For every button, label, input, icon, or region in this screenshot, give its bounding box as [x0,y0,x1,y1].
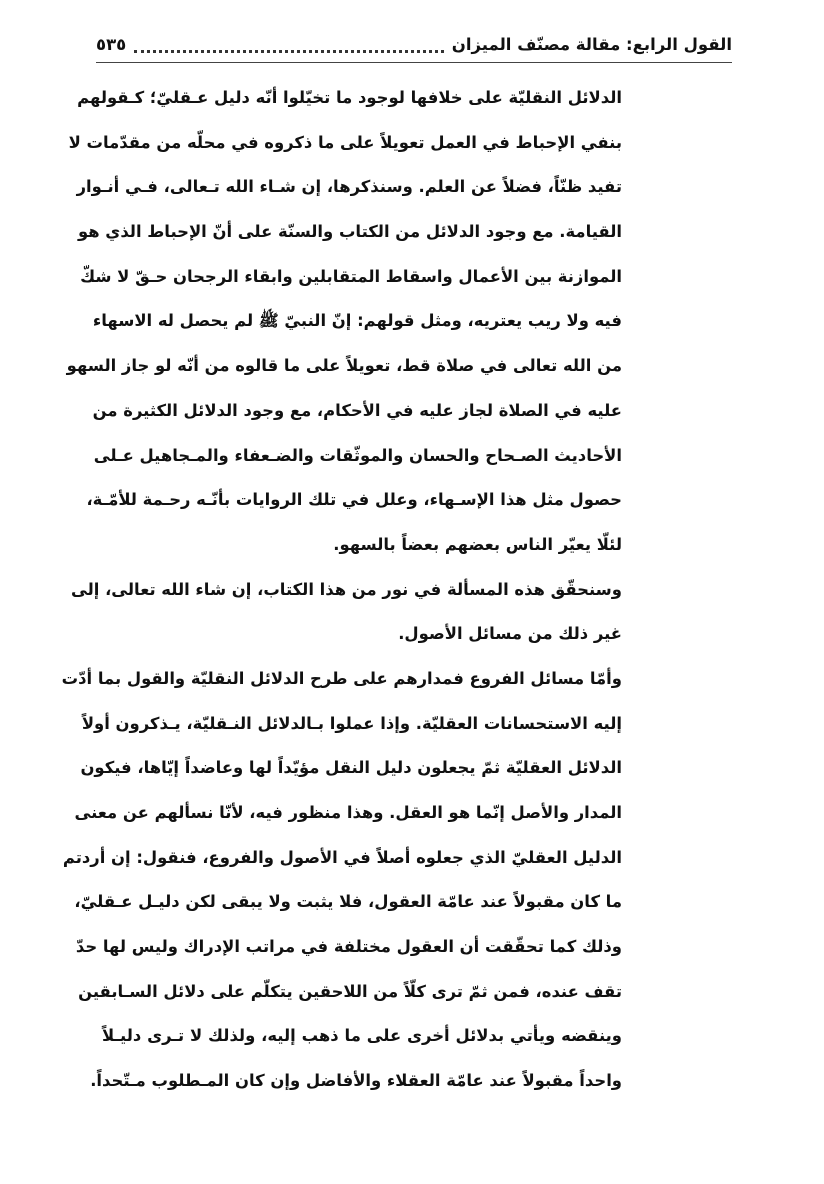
text-line: الدلائل النقليّة على خلافها لوجود ما تخيّلوا أنّه دليل عـقليّ؛ كـقولهم [77,88,622,107]
text-line: وسنحقّق هذه المسألة في نور من هذا الكتاب، إن شاء الله تعالى، إلى [71,579,622,599]
running-header [96,30,732,58]
paragraph [66,76,622,568]
text-line: وذلك كما تحقّقت أن العقول مختلفة في مراتب الإدراك وليس لها حدّ [75,937,622,957]
text-line: بنفي الإحباط في العمل تعويلاً على ما ذكروه في محلّه من مقدّمات لا [68,132,622,152]
text-line: تقف عنده، فمن ثمّ ترى كلّاً من اللاحقين يتكلّم على دلائل السـابقين [78,981,622,1001]
paragraph [71,568,622,657]
paragraph [61,657,622,1104]
text-line: ما كان مقبولاً عند عامّة العقول، فلا يثبت ولا يبقى لكن دليـل عـقليّ، [74,892,622,912]
page-number: ٥٣٥ [96,34,127,54]
text-line: حصول مثل هذا الإسـهاء، وعلل في تلك الروايات بأنّـه رحـمة للأمّـة، [86,490,622,510]
text-line: المدار والأصل إنّما هو العقل. وهذا منظور فيه، لأنّا نسألهم عن معنى [74,803,622,822]
text-line: الأحاديث الصـحاح والحسان والموثّقات والضـعفاء والمـجاهيل عـلى [93,445,622,465]
text-line: وأمّا مسائل الفروع فمدارهم على طرح الدلائل النقليّة والقول بما أدّت [61,668,622,688]
running-title: القول الرابع: مقالة مصنّف الميزان [451,34,732,54]
text-line: إليه الاستحسانات العقليّة. وإذا عملوا بـالدلائل النـقليّة، يـذكرون أولاً [81,713,622,733]
text-line: عليه في الصلاة لجاز عليه في الأحكام، مع وجود الدلائل الكثيرة من [92,400,622,420]
text-line: من الله تعالى في صلاة قط، تعويلاً على ما قالوه من أنّه لو جاز السهو [66,356,622,376]
body-text [61,76,622,1104]
text-line: الدلائل العقليّة ثمّ يجعلون دليل النقل مؤيّداً لها وعاضداً إيّاها، فيكون [80,758,622,778]
dot-leader [134,48,444,53]
header-rule [96,62,732,63]
text-line: غير ذلك من مسائل الأصول. [398,624,622,644]
text-line: وينقضه ويأتي بدلائل أخرى على ما ذهب إليه، ولذلك لا تـرى دليـلاً [102,1026,622,1046]
text-line: فيه ولا ريب يعتريه، ومثل قولهم: إنّ النبيّ ﷺ لم يحصل له الاسهاء [92,311,622,331]
text-line: واحداً مقبولاً عند عامّة العقلاء والأفاضل وإن كان المـطلوب مـتّحداً. [90,1071,622,1091]
text-line: لئلّا يعيّر الناس بعضهم بعضاً بالسهو. [333,534,622,554]
text-line: الموازنة بين الأعمال واسقاط المتقابلين وابقاء الرجحان حـقّ لا شكّ [80,266,622,286]
text-line: القيامة. مع وجود الدلائل من الكتاب والسنّة على أنّ الإحباط الذي هو [77,222,622,242]
text-line: الدليل العقليّ الذي جعلوه أصلاً في الأصول والفروع، فنقول: إن أردتم [62,847,622,867]
text-line: تفيد ظنّاً، فضلاً عن العلم. وسنذكرها، إن شـاء الله تـعالى، فـي أنـوار [76,177,622,197]
